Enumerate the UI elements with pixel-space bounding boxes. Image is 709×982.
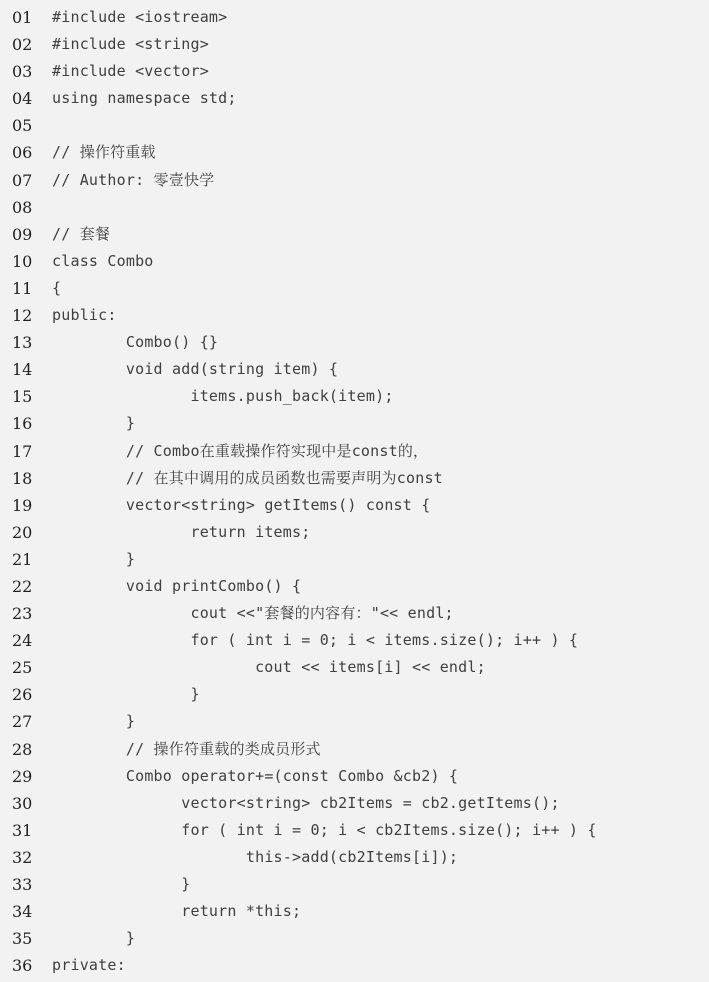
line-indent [52, 712, 126, 730]
code-line [0, 519, 709, 546]
line-code [52, 492, 430, 519]
line-number: 02 [12, 35, 33, 55]
line-indent [52, 821, 181, 839]
line-number: 20 [12, 522, 33, 542]
line-code [52, 654, 486, 681]
line-code [52, 600, 454, 627]
code-line [0, 302, 709, 329]
code-line [0, 763, 709, 790]
line-number: 06 [12, 143, 33, 163]
line-code [52, 763, 458, 790]
code-line [0, 58, 709, 85]
line-indent [52, 469, 126, 487]
code-line [0, 85, 709, 112]
line-number: 36 [12, 956, 33, 976]
line-code [52, 573, 301, 600]
line-number: 31 [12, 820, 33, 840]
code-line [0, 438, 709, 465]
code-lines [0, 4, 709, 979]
line-indent [52, 929, 126, 947]
line-code [52, 817, 597, 844]
line-number: 18 [12, 468, 33, 488]
line-text: for ( int i = 0; i < items.size(); i++ ) { [190, 631, 579, 650]
line-number: 21 [12, 549, 33, 569]
line-code [52, 844, 458, 871]
line-code [52, 329, 218, 356]
line-number: 12 [12, 306, 33, 326]
line-indent [52, 333, 126, 351]
code-line [0, 790, 709, 817]
code-line [0, 221, 709, 248]
line-indent [52, 387, 190, 405]
line-indent [52, 360, 126, 378]
line-number: 08 [12, 197, 33, 217]
line-text: } [181, 875, 191, 893]
code-line [0, 600, 709, 627]
line-number: 17 [12, 441, 33, 461]
line-indent [52, 550, 126, 568]
line-text: } [125, 549, 136, 568]
line-code [52, 139, 156, 166]
line-code [52, 925, 135, 952]
line-text: { [52, 278, 62, 297]
line-text: } [125, 929, 136, 948]
line-number: 26 [12, 685, 33, 705]
code-line [0, 465, 709, 492]
line-indent [52, 848, 246, 866]
code-line [0, 112, 709, 139]
line-number: 03 [12, 62, 33, 82]
code-line [0, 654, 709, 681]
line-indent [52, 577, 126, 595]
code-line [0, 573, 709, 600]
code-line [0, 925, 709, 952]
code-line [0, 4, 709, 31]
line-indent [52, 875, 181, 893]
line-number: 33 [12, 875, 33, 894]
line-code [52, 952, 126, 979]
line-number: 30 [12, 793, 33, 813]
line-code [52, 438, 428, 465]
line-text: Combo() {} [125, 333, 219, 352]
line-code [52, 519, 310, 546]
code-line [0, 681, 709, 708]
line-code [52, 383, 394, 410]
code-line [0, 248, 709, 275]
line-text: for ( int i = 0; i < cb2Items.size(); i++ ) { [181, 820, 597, 839]
line-text: cout << items[i] << endl; [255, 658, 486, 677]
code-line [0, 736, 709, 763]
line-text: vector<string> cb2Items = cb2.getItems(); [181, 793, 560, 812]
line-text: #include <vector> [52, 62, 209, 81]
line-code [52, 546, 135, 573]
line-number: 28 [12, 739, 33, 759]
line-text: // 操作符重载的类成员形式 [125, 739, 321, 758]
line-code [52, 465, 443, 492]
line-code [52, 31, 209, 58]
code-line [0, 194, 709, 221]
line-text: this->add(cb2Items[i]); [245, 847, 459, 866]
line-code [52, 221, 110, 248]
line-number: 04 [12, 89, 33, 109]
line-indent [52, 496, 126, 514]
line-text: public: [52, 306, 117, 325]
line-indent [52, 523, 190, 541]
line-code [52, 302, 117, 329]
line-text: #include <iostream> [52, 8, 228, 26]
line-text: class Combo [52, 251, 154, 270]
line-number: 01 [12, 8, 33, 27]
line-text: void add(string item) { [125, 360, 339, 379]
line-indent [52, 794, 181, 812]
line-indent [52, 631, 190, 649]
code-line [0, 492, 709, 519]
line-number: 07 [12, 170, 33, 190]
code-line [0, 329, 709, 356]
line-code [52, 58, 209, 85]
line-number: 10 [12, 251, 33, 271]
line-text: #include <string> [52, 35, 209, 54]
line-code [52, 708, 135, 735]
line-number: 19 [12, 495, 33, 515]
line-code [52, 627, 578, 654]
line-code [52, 248, 154, 275]
code-line [0, 410, 709, 437]
line-code [52, 736, 321, 763]
line-text: using namespace std; [52, 89, 237, 108]
line-text: } [125, 414, 136, 433]
code-line [0, 817, 709, 844]
code-line [0, 546, 709, 573]
line-code [52, 275, 61, 302]
line-indent [52, 685, 190, 703]
line-code [52, 356, 338, 383]
code-line [0, 356, 709, 383]
line-code [52, 790, 560, 817]
line-code [52, 85, 237, 112]
line-number: 25 [12, 658, 33, 678]
line-indent [52, 604, 190, 622]
line-text: } [125, 712, 136, 731]
line-number: 14 [12, 360, 33, 380]
line-number: 24 [12, 631, 33, 651]
code-line [0, 139, 709, 166]
line-text: // 在其中调用的成员函数也需要声明为const [125, 468, 443, 487]
line-number: 27 [12, 712, 33, 732]
code-line [0, 871, 709, 898]
code-line [0, 167, 709, 194]
line-text: // Combo在重载操作符实现中是const的， [125, 441, 429, 460]
line-code [52, 167, 214, 194]
code-line [0, 627, 709, 654]
line-text: Combo operator+=(const Combo &cb2) { [125, 766, 459, 785]
line-text: return *this; [181, 902, 302, 921]
line-number: 22 [12, 576, 33, 596]
line-number: 05 [12, 116, 33, 136]
line-text: cout <<"套餐的内容有："<< endl; [190, 604, 454, 623]
line-text: return items; [190, 522, 311, 541]
line-text: vector<string> getItems() const { [125, 495, 431, 514]
line-indent [52, 658, 255, 676]
code-line [0, 898, 709, 925]
line-indent [52, 442, 126, 460]
line-text: } [190, 685, 200, 704]
line-text: private: [52, 956, 126, 975]
line-number: 09 [12, 224, 33, 244]
line-number: 13 [12, 333, 33, 353]
line-indent [52, 740, 126, 758]
line-number: 23 [12, 604, 33, 624]
line-indent [52, 902, 181, 920]
line-number: 29 [12, 766, 33, 786]
code-line [0, 708, 709, 735]
code-line [0, 31, 709, 58]
line-indent [52, 414, 126, 432]
line-text: // 操作符重载 [52, 143, 156, 162]
line-code [52, 410, 135, 437]
line-text: // Author: 零壹快学 [52, 170, 215, 189]
line-text: // 套餐 [52, 224, 111, 243]
line-text: void printCombo() { [125, 576, 302, 595]
line-code [52, 898, 301, 925]
line-code [52, 681, 200, 708]
line-number: 34 [12, 902, 33, 922]
code-line [0, 275, 709, 302]
line-code [52, 871, 190, 898]
line-number: 35 [12, 929, 33, 949]
code-line [0, 952, 709, 979]
line-text: items.push_back(item); [190, 387, 394, 406]
line-number: 32 [12, 847, 33, 867]
line-number: 15 [12, 387, 33, 407]
code-line [0, 844, 709, 871]
line-indent [52, 767, 126, 785]
line-code [52, 4, 227, 31]
code-line [0, 383, 709, 410]
line-number: 11 [12, 278, 33, 298]
line-number: 16 [12, 414, 33, 434]
